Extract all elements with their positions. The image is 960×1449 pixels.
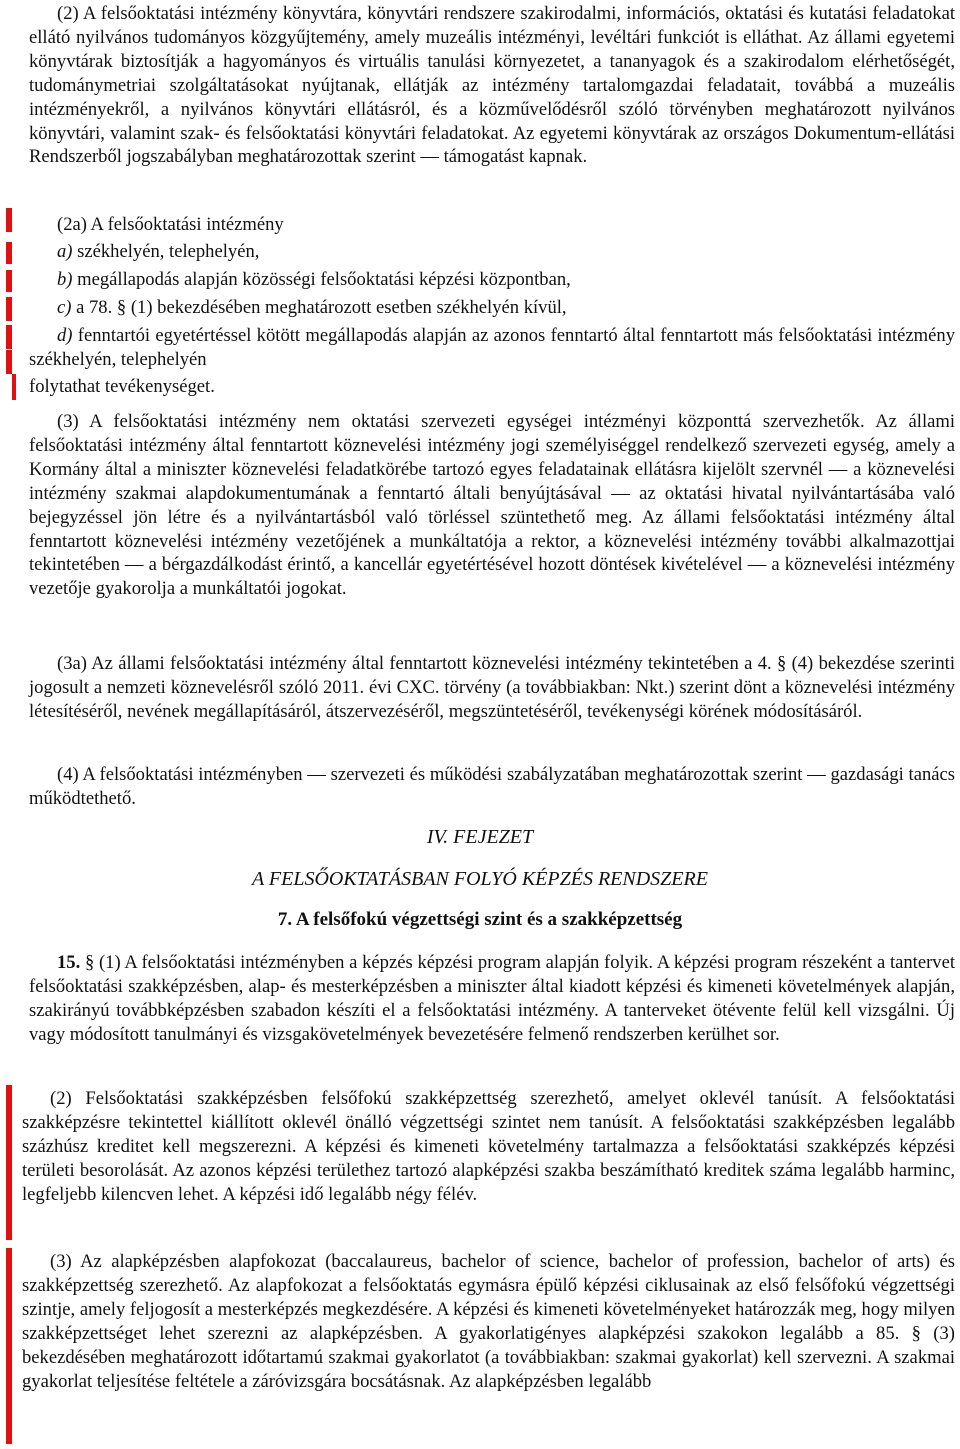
change-bar	[6, 297, 12, 321]
paragraph-text: § (1) A felsőoktatási intézményben a képzés képzési program alapján folyik. A képzési program részeként a tantervet felsőoktatási szakképzésben, alap- és mesterképzésben a miniszter által kiadott képzési és kimeneti követelmények alapján, szakirányú továbbképzésben szabadon készíti el a felsőoktatási intézmény. A tanterveket ötévente felül kell vizsgálni. Új vagy módosított tanulmányi és vizsgakövetelmények bevezetésére felmenő rendszerben kerülhet sor.	[29, 952, 955, 1045]
section-15-paragraph-3	[22, 1250, 955, 1393]
paragraph-2a	[29, 213, 955, 237]
section-number: 15.	[57, 952, 81, 973]
list-item-c	[29, 296, 955, 320]
list-letter: c)	[57, 297, 72, 318]
change-bar	[12, 374, 16, 400]
change-bar	[6, 325, 12, 349]
paragraph-2a-intro: (2a) A felsőoktatási intézmény	[57, 214, 284, 235]
paragraph-text: (3a) Az állami felsőoktatási intézmény által fenntartott köznevelési intézmény tekintetében a 4. § (4) bekezdése szerinti jogosult a nemzeti köznevelésről szóló 2011. évi CXC. törvény (a továbbiakban: Nkt.) szerint dönt a köznevelési intézmény létesítéséről, nevének megállapításáról, átszervezéséről, megszüntetéséről, tevékenységi körének módosításáról.	[29, 653, 955, 722]
chapter-number: IV. FEJEZET	[426, 826, 534, 848]
list-item-d	[29, 324, 955, 372]
paragraph-text: (2) A felsőoktatási intézmény könyvtára, könyvtári rendszere szakirodalmi, információs, oktatási és kutatási feladatokat ellátó nyilvános tudományos közgyűjtemény, amely muzeális intézményi, levéltári funkciót is elláthat. Az állami egyetemi könyvtárak biztosítják a hagyományos és virtuális tanulási környezetet, a tananyagok és a szakirodalom elérhetőségét, tudománymetriai szolgáltatásokat nyújtanak, ellátják az intézmény tartalomgazdai feladatait, továbbá a muzeális intézményekről, a nyilvános könyvtári ellátásról, és a közművelődésről szóló törvényben meghatározott nyilvános könyvtári, valamint szak- és felsőoktatási könyvtári feladatokat. Az egyetemi könyvtárak az országos Dokumentum-ellátási Rendszerből jogszabályban meghatározottak szerint — támogatást kapnak.	[29, 3, 955, 168]
section-heading: 7. A felsőfokú végzettségi szint és a szakképzettség	[277, 909, 683, 930]
paragraph-2a-closing	[29, 375, 955, 399]
section-15-paragraph-1	[29, 951, 955, 1047]
list-letter: b)	[57, 269, 73, 290]
list-item-text: fenntartói egyetértéssel kötött megállapodás alapján az azonos fenntartó által fenntartott más felsőoktatási intézmény székhelyén, telephelyén	[29, 325, 955, 370]
paragraph-text: (2) Felsőoktatási szakképzésben felsőfokú szakképzettség szerezhető, amelyet oklevél tanúsít. A felsőoktatási szakképzésre tekintettel kiállított oklevél önálló végzettségi szintet nem tanúsít. A felsőoktatási szakképzésben legalább százhúsz kreditet kell megszerezni. A képzési és kimeneti követelmény tartalmazza a felsőoktatási szakképzés képzési területi besorolását. Az azonos képzési területhez tartozó alapképzési szakba beszámítható kreditek száma legalább harminc, legfeljebb kilencven lehet. A képzési idő legalább négy félév.	[22, 1088, 955, 1205]
list-item-text: megállapodás alapján közösségi felsőoktatási képzési központban,	[72, 269, 571, 290]
change-bar	[6, 350, 12, 374]
change-bar	[6, 1085, 12, 1240]
paragraph-3a	[29, 652, 955, 724]
change-bar	[6, 270, 12, 292]
list-item-a	[29, 240, 955, 264]
list-item-b	[29, 268, 955, 292]
chapter-title: A FELSŐOKTATÁSBAN FOLYÓ KÉPZÉS RENDSZERE	[252, 868, 708, 890]
change-bar	[6, 1248, 12, 1444]
paragraph-4	[29, 763, 955, 811]
paragraph-3	[29, 410, 955, 601]
list-letter: a)	[57, 241, 73, 262]
paragraph-text: (3) Az alapképzésben alapfokozat (baccalaureus, bachelor of science, bachelor of profession, bachelor of arts) és szakképzettség szerezhető. Az alapfokozat a felsőoktatás egymásra épülő képzési ciklusainak az első felsőfokú végzettségi szintje, amely feljogosít a mesterképzés megkezdésére. A képzési és kimeneti követelményeket határozzák meg, hogy milyen szakképzettséget lehet szerezni az alapképzésben. A gyakorlatigényes alapképzési szakokon legalább a 85. § (3) bekezdésében meghatározott időtartamú szakmai gyakorlatot (a továbbiakban: szakmai gyakorlat) kell szervezni. A szakmai gyakorlat teljesítése feltétele a záróvizsgára bocsátásnak. Az alapképzésben legalább	[22, 1251, 955, 1392]
list-item-text: székhelyén, telephelyén,	[72, 241, 260, 262]
paragraph-text: (4) A felsőoktatási intézményben — szervezeti és működési szabályzatában meghatározottak szerint — gazdasági tanács működtethető.	[29, 764, 955, 809]
closing-text: folytathat tevékenységet.	[29, 376, 215, 397]
change-bar	[6, 208, 12, 232]
change-bar	[6, 242, 12, 264]
list-letter: d)	[57, 325, 73, 346]
paragraph-2	[29, 2, 955, 169]
section-15-paragraph-2	[22, 1087, 955, 1207]
paragraph-text: (3) A felsőoktatási intézmény nem oktatási szervezeti egységei intézményi központtá szervezhetők. Az állami felsőoktatási intézmény által fenntartott köznevelési intézmény jogi személyiséggel rendelkező szervezeti egység, amely a Kormány által a miniszter köznevelési feladatkörébe tartozó egyes feladatainak ellátásra kijelölt szervnél — a köznevelési intézmény szakmai alapdokumentumának a fenntartó általi benyújtásával — az oktatási hivatal nyilvántartásába való bejegyzéssel jön létre és a nyilvántartásból való törléssel szüntethető meg. Az állami felsőoktatási intézmény által fenntartott köznevelési intézmény vezetőjének a munkáltatója a rektor, a köznevelési intézmény további alkalmazottjai tekintetében — a bérgazdálkodást érintő, a kancellár egyetértésével hozott döntések kivételével — a köznevelési intézmény vezetője gyakorolja a munkáltatói jogokat.	[29, 411, 955, 600]
list-item-text: a 78. § (1) bekezdésében meghatározott esetben székhelyén kívül,	[71, 297, 567, 318]
